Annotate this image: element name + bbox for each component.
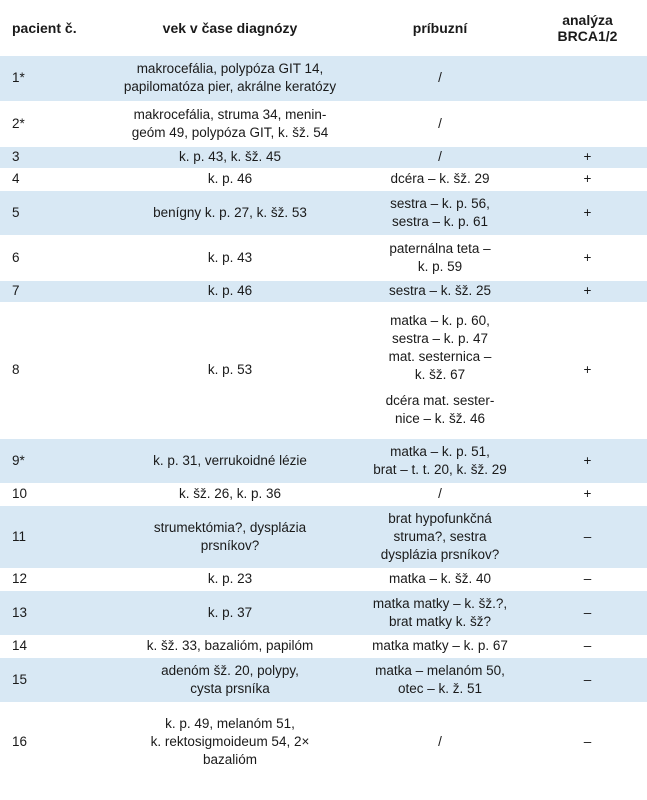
- relative-line: dcéra mat. sester-: [385, 393, 495, 408]
- cell-patient-number: 6: [0, 235, 108, 280]
- header-analysis-line1: analýza: [562, 12, 613, 28]
- cell-brca-analysis: –: [528, 657, 647, 702]
- header-relatives: príbuzní: [412, 20, 468, 36]
- cell-relatives: [352, 280, 528, 302]
- cell-age-at-diagnosis: [108, 56, 352, 101]
- cell-relatives: [352, 168, 528, 190]
- cell-relatives: [352, 190, 528, 235]
- cell-patient-number: 4: [0, 168, 108, 190]
- table-row: [0, 657, 647, 702]
- relative-line: matka – melanóm 50,: [375, 662, 505, 678]
- relative-line: struma?, sestra: [393, 528, 487, 544]
- relative-line: /: [438, 115, 442, 131]
- relative-line: k. p. 59: [417, 258, 463, 274]
- age-line: papilomatóza pier, akrálne keratózy: [123, 79, 337, 95]
- age-line: k. šž. 26, k. p. 36: [178, 486, 282, 501]
- relative-line: sestra – k. šž. 25: [388, 283, 492, 298]
- relative-line: matka – k. šž. 40: [388, 571, 492, 586]
- cell-relatives: [352, 146, 528, 168]
- table-row: [0, 190, 647, 235]
- table-row: [0, 483, 647, 505]
- cell-brca-analysis: –: [528, 568, 647, 590]
- age-line: prsníkov?: [200, 537, 260, 553]
- age-line: k. p. 31, verrukoidné lézie: [153, 452, 307, 468]
- relative-line: /: [438, 486, 442, 501]
- relative-line: brat – t. t. 20, k. šž. 29: [373, 461, 507, 477]
- age-line: k. p. 49, melanóm 51,: [165, 716, 295, 731]
- age-line: k. p. 46: [207, 283, 253, 298]
- relative-line: /: [438, 70, 442, 86]
- age-line: adenóm šž. 20, polypy,: [161, 662, 299, 678]
- table-row: [0, 568, 647, 590]
- age-line: k. rektosigmoideum 54, 2×: [150, 734, 310, 749]
- relative-line: brat hypofunkčná: [388, 510, 492, 526]
- cell-age-at-diagnosis: [108, 568, 352, 590]
- age-line: benígny k. p. 27, k. šž. 53: [153, 204, 307, 220]
- cell-patient-number: 14: [0, 635, 108, 657]
- cell-relatives: [352, 505, 528, 568]
- cell-age-at-diagnosis: [108, 146, 352, 168]
- cell-relatives: [352, 101, 528, 146]
- age-line: geóm 49, polypóza GIT, k. šž. 54: [131, 124, 329, 140]
- age-line: bazalióm: [202, 752, 258, 767]
- cell-patient-number: 3: [0, 146, 108, 168]
- age-line: k. p. 43: [207, 249, 253, 265]
- header-analysis: [528, 0, 647, 56]
- cell-relatives: [352, 568, 528, 590]
- cell-patient-number: 2*: [0, 101, 108, 146]
- relative-line: nice – k. šž. 46: [394, 411, 486, 426]
- age-line: makrocefália, struma 34, menin-: [133, 106, 327, 122]
- cell-relatives: [352, 302, 528, 438]
- cell-age-at-diagnosis: [108, 280, 352, 302]
- cell-brca-analysis: +: [528, 483, 647, 505]
- spacer: [352, 384, 528, 392]
- cell-brca-analysis: [528, 101, 647, 146]
- table-row: [0, 635, 647, 657]
- cell-relatives: [352, 635, 528, 657]
- cell-age-at-diagnosis: [108, 190, 352, 235]
- table-row: [0, 280, 647, 302]
- cell-patient-number: 9*: [0, 438, 108, 483]
- table-row: [0, 101, 647, 146]
- cell-age-at-diagnosis: [108, 235, 352, 280]
- table-row: [0, 590, 647, 635]
- cell-patient-number: 11: [0, 505, 108, 568]
- cell-patient-number: 1*: [0, 56, 108, 101]
- cell-relatives: [352, 702, 528, 782]
- cell-brca-analysis: –: [528, 590, 647, 635]
- relative-line: /: [438, 734, 442, 749]
- cell-patient-number: 13: [0, 590, 108, 635]
- cell-brca-analysis: +: [528, 280, 647, 302]
- table-row: [0, 146, 647, 168]
- relative-line: dysplázia prsníkov?: [380, 546, 500, 562]
- relative-line: matka matky – k. p. 67: [372, 638, 508, 653]
- cell-age-at-diagnosis: [108, 483, 352, 505]
- cell-brca-analysis: +: [528, 235, 647, 280]
- age-line: cysta prsníka: [190, 680, 270, 696]
- cell-brca-analysis: –: [528, 702, 647, 782]
- relative-line: sestra – k. p. 61: [391, 213, 489, 229]
- age-line: k. šž. 33, bazalióm, papilóm: [146, 638, 314, 653]
- header-patient: pacient č.: [12, 20, 77, 36]
- relative-line: sestra – k. p. 56,: [390, 195, 490, 211]
- relative-line: sestra – k. p. 47: [391, 331, 489, 346]
- cell-relatives: [352, 657, 528, 702]
- cell-age-at-diagnosis: [108, 438, 352, 483]
- cell-relatives: [352, 438, 528, 483]
- table-row: [0, 235, 647, 280]
- relative-line: dcéra – k. šž. 29: [390, 171, 490, 186]
- table-row: [0, 438, 647, 483]
- cell-patient-number: 5: [0, 190, 108, 235]
- relative-line: matka matky – k. šž.?,: [372, 595, 508, 611]
- relative-line: matka – k. p. 60,: [390, 313, 490, 328]
- cell-brca-analysis: +: [528, 438, 647, 483]
- cell-age-at-diagnosis: [108, 657, 352, 702]
- age-line: k. p. 23: [207, 571, 253, 586]
- cell-patient-number: 12: [0, 568, 108, 590]
- relative-line: brat matky k. šž?: [388, 613, 492, 629]
- cell-patient-number: 16: [0, 702, 108, 782]
- cell-age-at-diagnosis: [108, 635, 352, 657]
- age-line: k. p. 37: [207, 604, 253, 620]
- cell-brca-analysis: +: [528, 168, 647, 190]
- table-row: [0, 702, 647, 782]
- cell-patient-number: 7: [0, 280, 108, 302]
- relative-line: matka – k. p. 51,: [390, 443, 490, 459]
- age-line: k. p. 43, k. šž. 45: [178, 149, 282, 164]
- header-analysis-line2: BRCA1/2: [557, 28, 618, 44]
- age-line: k. p. 46: [207, 171, 253, 186]
- relative-line: /: [438, 149, 442, 164]
- cell-age-at-diagnosis: [108, 702, 352, 782]
- cell-age-at-diagnosis: [108, 168, 352, 190]
- cell-patient-number: 8: [0, 302, 108, 438]
- cell-relatives: [352, 483, 528, 505]
- table-row: [0, 168, 647, 190]
- cell-patient-number: 15: [0, 657, 108, 702]
- header-row: [0, 0, 647, 56]
- cell-brca-analysis: –: [528, 505, 647, 568]
- cell-brca-analysis: +: [528, 146, 647, 168]
- cell-age-at-diagnosis: [108, 101, 352, 146]
- relative-line: mat. sesternica –: [388, 349, 492, 364]
- relative-line: paternálna teta –: [389, 240, 491, 256]
- cell-relatives: [352, 56, 528, 101]
- relative-line: otec – k. ž. 51: [397, 680, 483, 696]
- table-row: [0, 56, 647, 101]
- cell-patient-number: 10: [0, 483, 108, 505]
- cell-age-at-diagnosis: [108, 302, 352, 438]
- relative-line: k. šž. 67: [414, 367, 466, 382]
- age-line: strumektómia?, dysplázia: [153, 519, 307, 535]
- cell-age-at-diagnosis: [108, 505, 352, 568]
- table-row: [0, 302, 647, 438]
- cell-brca-analysis: [528, 56, 647, 101]
- header-age: vek v čase diagnózy: [162, 20, 298, 36]
- age-line: makrocefália, polypóza GIT 14,: [136, 61, 324, 77]
- table-row: [0, 505, 647, 568]
- cell-brca-analysis: –: [528, 635, 647, 657]
- cell-brca-analysis: +: [528, 190, 647, 235]
- cell-relatives: [352, 590, 528, 635]
- cell-brca-analysis: +: [528, 302, 647, 438]
- age-line: k. p. 53: [207, 362, 253, 377]
- cell-age-at-diagnosis: [108, 590, 352, 635]
- cell-relatives: [352, 235, 528, 280]
